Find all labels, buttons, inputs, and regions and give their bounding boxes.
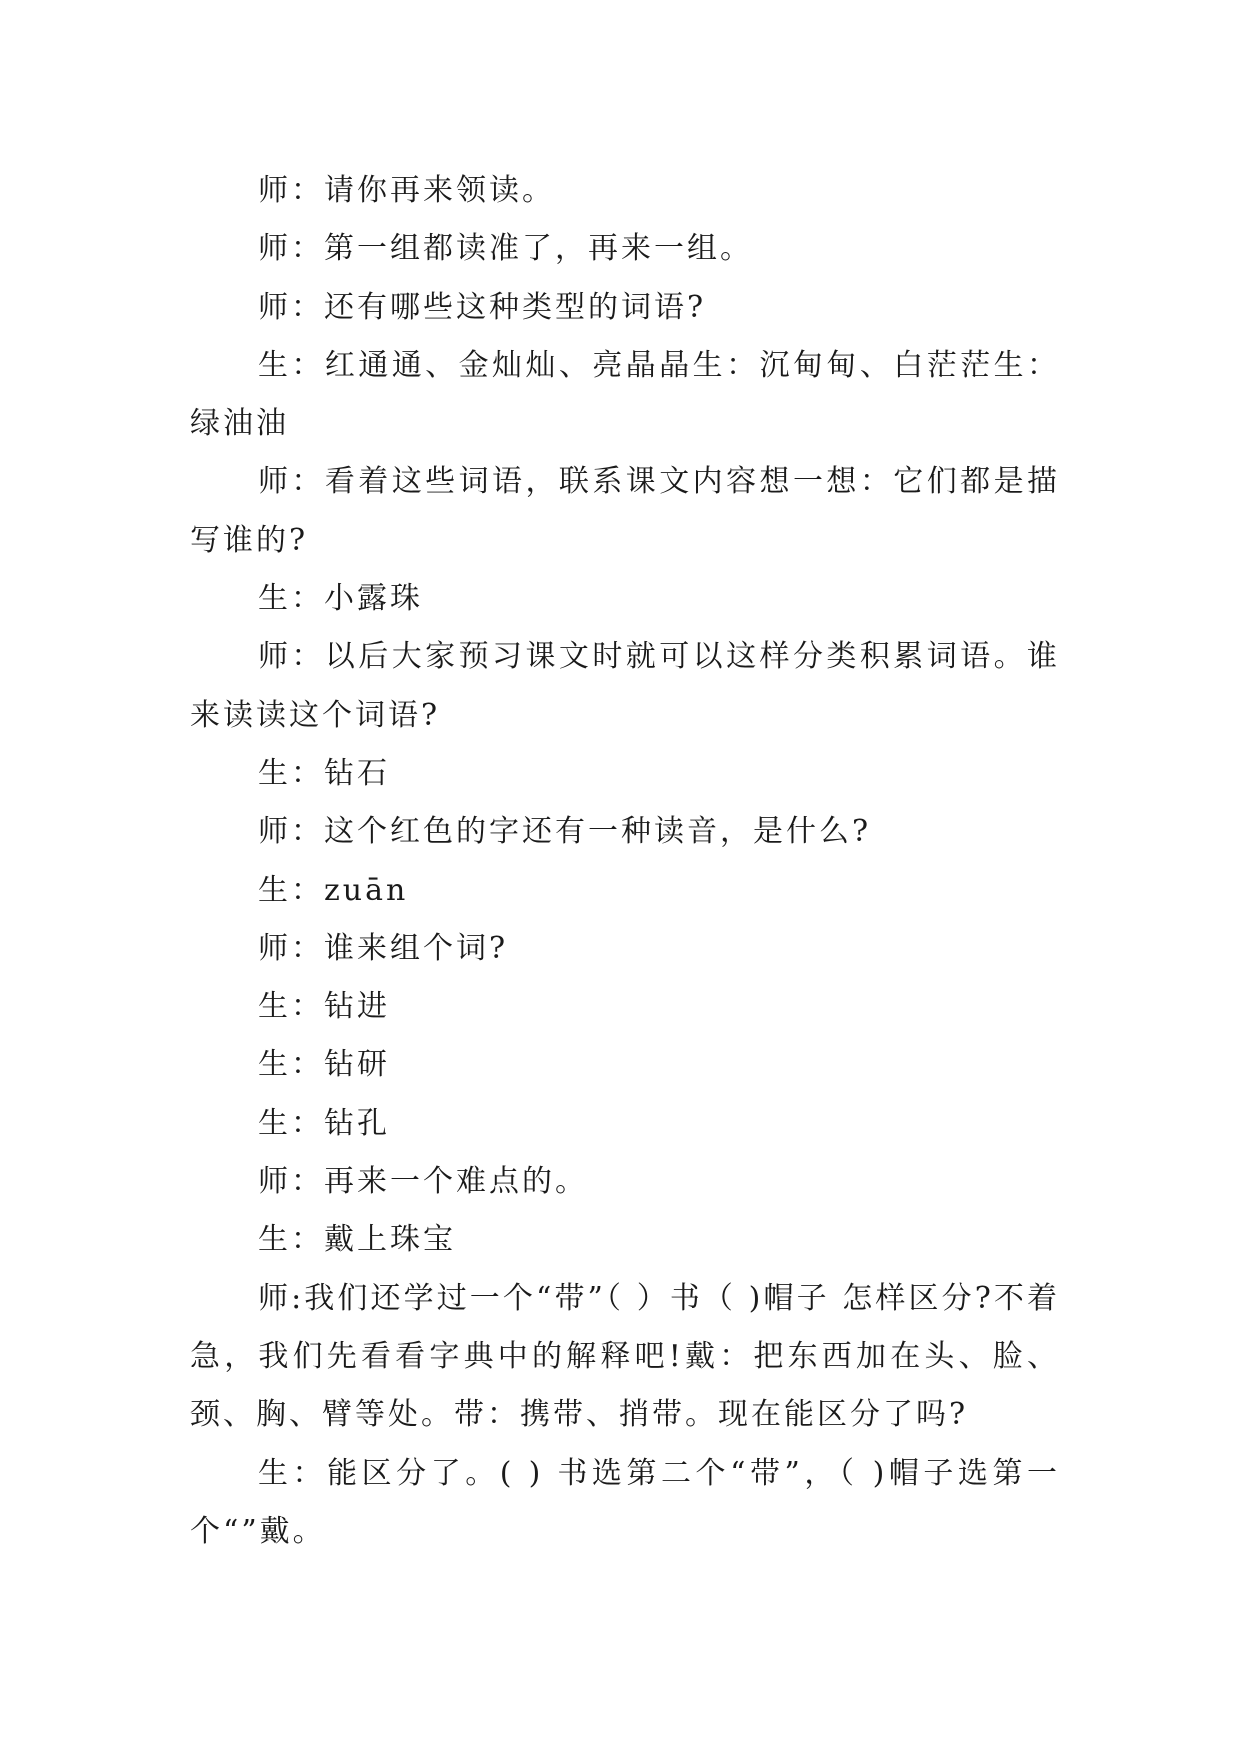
paragraph-1: 师：请你再来领读。 <box>258 173 555 208</box>
paragraph-18: 生：能区分了。( ) 书选第二个“带”，（ )帽子选第一个“”戴。 <box>190 1455 1060 1549</box>
paragraph-3: 师：还有哪些这种类型的词语? <box>258 289 707 325</box>
paragraph-13: 生：钻研 <box>258 1047 390 1083</box>
paragraph-10: 生：zuān <box>258 872 409 908</box>
paragraph-16: 生：戴上珠宝 <box>258 1222 456 1258</box>
paragraph-11: 师：谁来组个词? <box>258 930 509 966</box>
paragraph-2: 师：第一组都读准了，再来一组。 <box>258 231 753 267</box>
paragraph-9: 师：这个红色的字还有一种读音，是什么? <box>258 814 872 850</box>
paragraph-4: 生：红通通、金灿灿、亮晶晶生：沉甸甸、白茫茫生：绿油油 <box>190 347 1060 442</box>
document-page <box>190 162 1060 1561</box>
paragraph-14: 生：钻孔 <box>258 1105 390 1141</box>
paragraph-6: 生：小露珠 <box>258 581 423 617</box>
paragraph-12: 生：钻进 <box>258 989 390 1025</box>
paragraph-7: 师：以后大家预习课文时就可以这样分类积累词语。谁来读读这个词语? <box>190 639 1060 733</box>
paragraph-15: 师：再来一个难点的。 <box>258 1164 588 1200</box>
paragraph-5: 师：看着这些词语，联系课文内容想一想：它们都是描写谁的? <box>190 464 1060 558</box>
paragraph-8: 生：钻石 <box>258 755 390 791</box>
paragraph-17: 师:我们还学过一个“带”（ ）书（ )帽子 怎样区分?不着急，我们先看看字典中的解释吧!戴：把东西加在头、脸、颈、胸、臂等处。带：携带、捎带。现在能区分了吗? <box>190 1280 1060 1433</box>
